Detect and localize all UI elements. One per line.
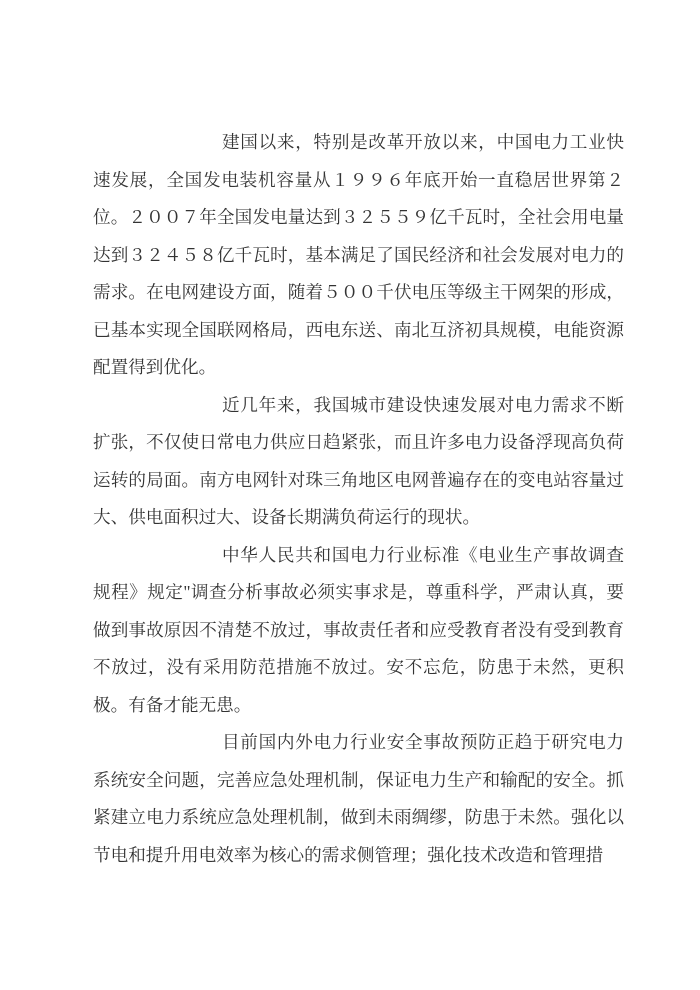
document-body xyxy=(93,124,624,874)
paragraph-power-industry-growth: 建国以来，特别是改革开放以来，中国电力工业快速发展，全国发电装机容量从１９９６年底开始一直稳居世界第２位。２００７年全国发电量达到３２５５９亿千瓦时，全社会用电量达到３２４５８亿千瓦时，基本满足了国民经济和社会发展对电力的需求。在电网建设方面，随着５００千伏电压等级主干网架的形成，已基本实现全国联网格局，西电东送、南北互济初具规模，电能资源配置得到优化。 xyxy=(93,132,624,377)
paragraph-accident-prevention-research: 目前国内外电力行业安全事故预防正趋于研究电力系统安全问题，完善应急处理机制，保证电力生产和输配的安全。抓紧建立电力系统应急处理机制，做到未雨绸缪，防患于未然。强化以节电和提升用电效率为核心的需求侧管理；强化技术改造和管理措 xyxy=(93,732,624,865)
paragraph-accident-investigation-standard: 中华人民共和国电力行业标准《电业生产事故调查规程》规定"调查分析事故必须实事求是，尊重科学，严肃认真，要做到事故原因不清楚不放过，事故责任者和应受教育者没有受到教育不放过，没有采用防范措施不放过。安不忘危，防患于未然，更积极。有备才能无患。 xyxy=(93,544,624,715)
paragraph-urban-demand-expansion: 近几年来，我国城市建设快速发展对电力需求不断扩张，不仅使日常电力供应日趋紧张，而且许多电力设备浮现高负荷运转的局面。南方电网针对珠三角地区电网普遍存在的变电站容量过大、供电面积过大、设备长期满负荷运行的现状。 xyxy=(93,394,624,527)
